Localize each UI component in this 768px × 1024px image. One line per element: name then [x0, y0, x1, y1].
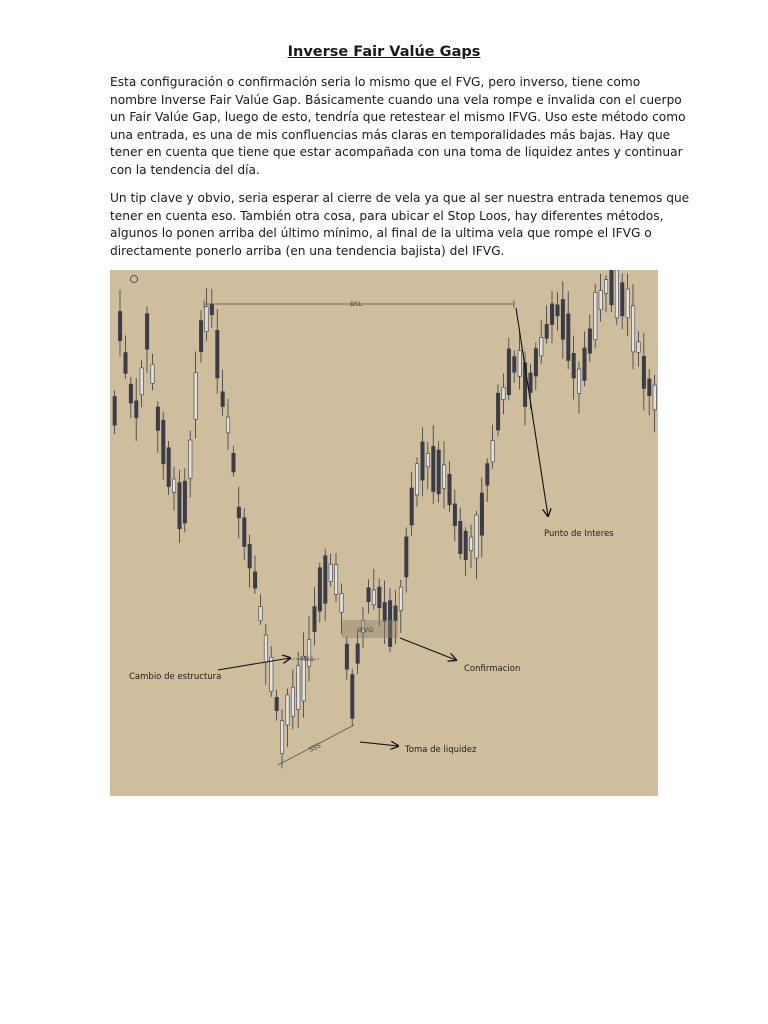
candle-body — [556, 305, 559, 316]
candle-body — [486, 464, 489, 486]
candle-body — [594, 293, 597, 340]
candle-body — [588, 329, 591, 353]
candle-body — [534, 349, 537, 376]
candle-body — [253, 572, 256, 588]
candle-body — [415, 464, 418, 495]
candle-body — [334, 565, 337, 595]
candle-body — [604, 280, 607, 294]
candle-body — [459, 521, 462, 553]
candle-body — [356, 644, 359, 664]
candle-body — [610, 270, 613, 305]
candle-body — [286, 695, 289, 725]
candle-body — [448, 474, 451, 505]
candle-body — [264, 635, 267, 662]
candle-body — [432, 446, 435, 491]
confirmacion-label: Confirmacion — [464, 664, 521, 674]
candle-body — [243, 518, 246, 547]
candle-body — [248, 544, 251, 568]
candle-body — [205, 307, 208, 332]
candle-body — [615, 270, 618, 318]
paragraph-line: Un tip clave y obvio, seria esperar al cierre de vela ya que al ser nuestra entrada tenemos que — [110, 191, 690, 205]
candle-body — [118, 311, 121, 340]
candle-body — [540, 337, 543, 356]
candle-body — [351, 674, 354, 718]
candle-body — [140, 368, 143, 395]
candle-body — [480, 493, 483, 535]
paragraph-line: Esta configuración o confirmación seria lo mismo que el FVG, pero inverso, tiene como — [110, 75, 641, 89]
candle-body — [210, 305, 213, 315]
paragraph-1 — [110, 74, 686, 180]
paragraph-line: directamente ponerlo arriba (en una tendencia bajista) del IFVG. — [110, 243, 505, 258]
candle-body — [550, 304, 553, 325]
candle-body — [545, 324, 548, 338]
candle-body — [637, 342, 640, 353]
candle-body — [313, 607, 316, 632]
candle-body — [567, 314, 570, 361]
candle-body — [642, 356, 645, 388]
candle-body — [405, 537, 408, 577]
paragraph-line: algunos lo ponen arriba del último mínimo, al final de la ultima vela que rompe el IFVG o — [110, 226, 652, 241]
candle-body — [340, 593, 343, 612]
candle-body — [378, 587, 381, 608]
document-title: Inverse Fair Valúe Gaps — [287, 44, 481, 60]
candle-body — [221, 392, 224, 407]
candle-body — [232, 453, 235, 472]
candle-body — [162, 420, 165, 464]
paragraph-line: tener en cuenta que tiene que estar acompañada con una toma de liquidez antes y continuar — [110, 145, 683, 160]
candle-body — [437, 450, 440, 494]
candle-body — [394, 606, 397, 621]
candle-body — [577, 369, 580, 394]
candle-body — [383, 602, 386, 621]
candle-body — [648, 379, 651, 396]
candle-body — [237, 507, 240, 518]
candle-body — [216, 330, 219, 378]
candle-body — [183, 481, 186, 523]
candle-body — [464, 531, 467, 560]
candle-body — [626, 289, 629, 318]
candle-body — [518, 351, 521, 377]
candle-body — [442, 465, 445, 488]
candle-body — [270, 657, 273, 691]
candle-body — [151, 364, 154, 383]
candle-body — [496, 393, 499, 430]
sss-label: SSS — [307, 741, 323, 754]
bsl-label: BSL — [350, 300, 363, 308]
candle-body — [275, 697, 278, 710]
paragraph-line: un Fair Valúe Gap, luego de esto, tendría que retestear el mismo IFVG. Uso este método como — [110, 110, 686, 125]
cambio-de-estructura-label: Cambio de estructura — [129, 672, 222, 682]
candle-body — [135, 401, 138, 418]
candle-body — [129, 384, 132, 403]
candle-body — [502, 387, 505, 399]
candle-body — [583, 348, 586, 380]
candle-body — [280, 721, 283, 754]
candle-body — [145, 314, 148, 350]
candle-body — [513, 357, 516, 373]
candle-body — [653, 385, 656, 410]
candle-body — [426, 453, 429, 466]
candle-body — [167, 448, 170, 487]
candle-body — [189, 440, 192, 478]
candle-body — [621, 283, 624, 316]
candle-body — [156, 407, 159, 430]
paragraph-2 — [110, 190, 690, 260]
candle-body — [318, 568, 321, 612]
candle-body — [124, 353, 127, 374]
candle-body — [529, 373, 532, 393]
candle-body — [561, 299, 564, 339]
candle-body — [291, 687, 294, 716]
candle-body — [491, 441, 494, 462]
candle-body — [113, 397, 116, 426]
candle-body — [631, 306, 634, 352]
candlestick-chart-image — [110, 270, 658, 796]
paragraph-line: con la tendencia del día. — [110, 162, 260, 177]
mss-label: MSS — [300, 655, 314, 663]
candle-body — [421, 442, 424, 480]
candle-body — [367, 588, 370, 602]
candle-body — [259, 607, 262, 621]
candle-body — [572, 353, 575, 378]
candle-body — [410, 488, 413, 525]
candle-body — [399, 587, 402, 610]
candle-body — [172, 479, 175, 492]
ifvg-label: IFVG — [358, 626, 374, 634]
toma-de-liquidez-label: Toma de liquidez — [405, 745, 477, 755]
candle-body — [372, 590, 375, 605]
candle-body — [297, 666, 300, 710]
candle-body — [599, 291, 602, 310]
candle-body — [324, 556, 327, 604]
candle-body — [194, 373, 197, 420]
candle-body — [178, 483, 181, 529]
paragraph-line: nombre Inverse Fair Valúe Gap. Básicamente cuando una vela rompe e invalida con el cuerpo — [110, 92, 682, 107]
candle-body — [507, 349, 510, 395]
candle-body — [469, 537, 472, 550]
paragraph-line: una entrada, es una de mis confluencias más claras en temporalidades más bajas. Hay que — [110, 127, 671, 142]
punto-de-interes-label: Punto de Interes — [544, 529, 614, 539]
paragraph-line: tener en cuenta eso. También otra cosa, para ubicar el Stop Loos, hay diferentes métodos, — [110, 208, 664, 223]
candle-body — [329, 564, 332, 582]
candle-body — [345, 644, 348, 669]
candle-body — [199, 321, 202, 352]
candle-body — [226, 417, 229, 433]
candle-body — [475, 515, 478, 558]
candle-body — [453, 504, 456, 526]
